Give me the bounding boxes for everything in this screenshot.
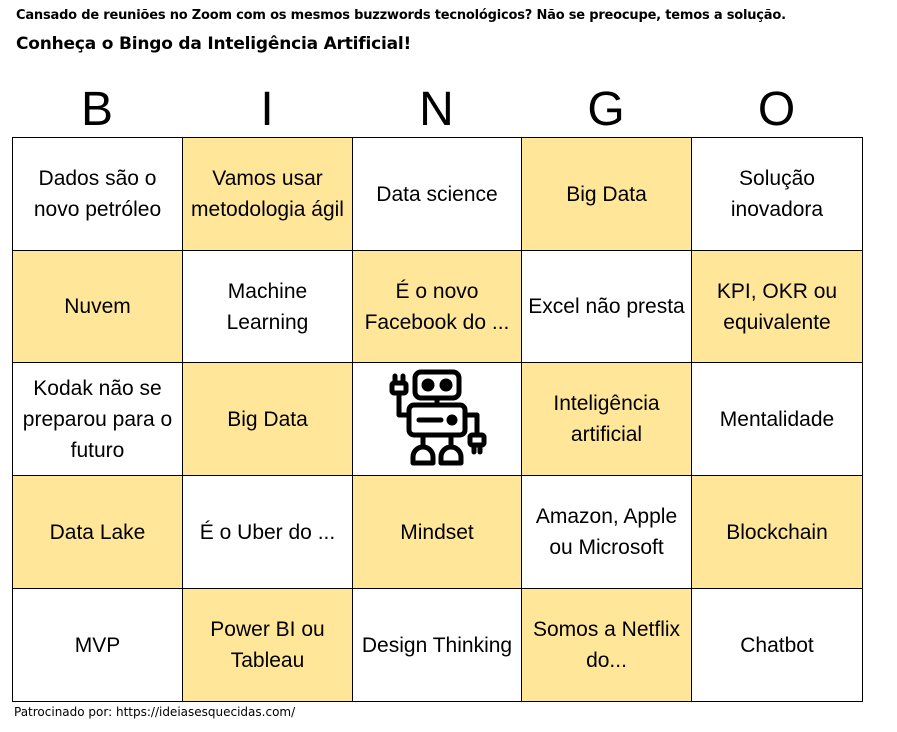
cell-label: Power BI ou Tableau [210,618,325,672]
cell-label: Design Thinking [361,633,513,657]
cell-label: Solução inovadora [730,167,824,221]
cell-label: É o Uber do ... [199,520,336,544]
cell-label: Inteligência artificial [553,392,660,446]
bingo-cell[interactable] [692,363,863,476]
bingo-cell[interactable] [692,476,863,589]
cell-label: Mentalidade [719,407,835,431]
bingo-cell[interactable] [13,589,183,702]
bingo-free-cell[interactable] [353,363,522,476]
bingo-cell[interactable] [183,363,353,476]
robot-icon [385,367,489,471]
bingo-cell[interactable] [353,476,522,589]
cell-label: Nuvem [64,295,131,318]
cell-label: MVP [74,633,121,657]
bingo-letter-g: G [587,83,625,136]
cell-label: Machine Learning [226,279,309,334]
cell-label: É o novo Facebook do ... [364,279,510,334]
bingo-cell[interactable] [522,138,692,251]
bingo-cell[interactable] [183,476,353,589]
sponsor-footer: Patrocinado por: https://ideiasesquecidas.com/ [14,705,296,719]
bingo-cell[interactable] [13,476,183,589]
bingo-cell[interactable] [522,251,692,363]
cell-label: Kodak não se preparou para o futuro [22,376,173,462]
bingo-header [12,84,862,136]
bingo-letter-o: O [757,83,796,136]
bingo-cell[interactable] [692,589,863,702]
bingo-cell[interactable] [183,589,353,702]
bingo-cell[interactable] [692,251,863,363]
cell-label: Dados são o novo petróleo [33,167,162,221]
bingo-letter-b: B [80,83,113,136]
subtitle: Cansado de reuniões no Zoom com os mesmos buzzwords tecnológicos? Não se preocupe, temos a solução. [16,8,786,23]
cell-label: Vamos usar metodologia ágil [191,167,344,221]
bingo-cell[interactable] [692,138,863,251]
bingo-cell[interactable] [522,363,692,476]
bingo-cell[interactable] [522,589,692,702]
bingo-cell[interactable] [183,138,353,251]
bingo-cell[interactable] [13,251,183,363]
bingo-cell[interactable] [353,589,522,702]
bingo-letter-i: I [260,83,274,136]
bingo-letter-n: N [419,83,454,136]
bingo-card [12,137,863,702]
cell-label: Data science [376,182,498,206]
cell-label: Excel não presta [528,295,685,318]
cell-label: Somos a Netflix do... [532,618,681,672]
cell-label: Chatbot [740,633,814,657]
bingo-cell[interactable] [13,138,183,251]
page-title: Conheça o Bingo da Inteligência Artificial! [16,34,412,54]
bingo-cell[interactable] [353,251,522,363]
cell-label: Blockchain [726,520,828,544]
bingo-cell[interactable] [13,363,183,476]
bingo-cell[interactable] [353,138,522,251]
cell-label: Mindset [400,520,474,544]
bingo-cell[interactable] [522,476,692,589]
cell-label: Amazon, Apple ou Microsoft [535,505,678,559]
cell-label: Big Data [227,407,308,431]
bingo-cell[interactable] [183,251,353,363]
cell-label: Big Data [566,182,647,206]
cell-label: KPI, OKR ou equivalente [716,279,838,334]
cell-label: Data Lake [49,520,146,544]
